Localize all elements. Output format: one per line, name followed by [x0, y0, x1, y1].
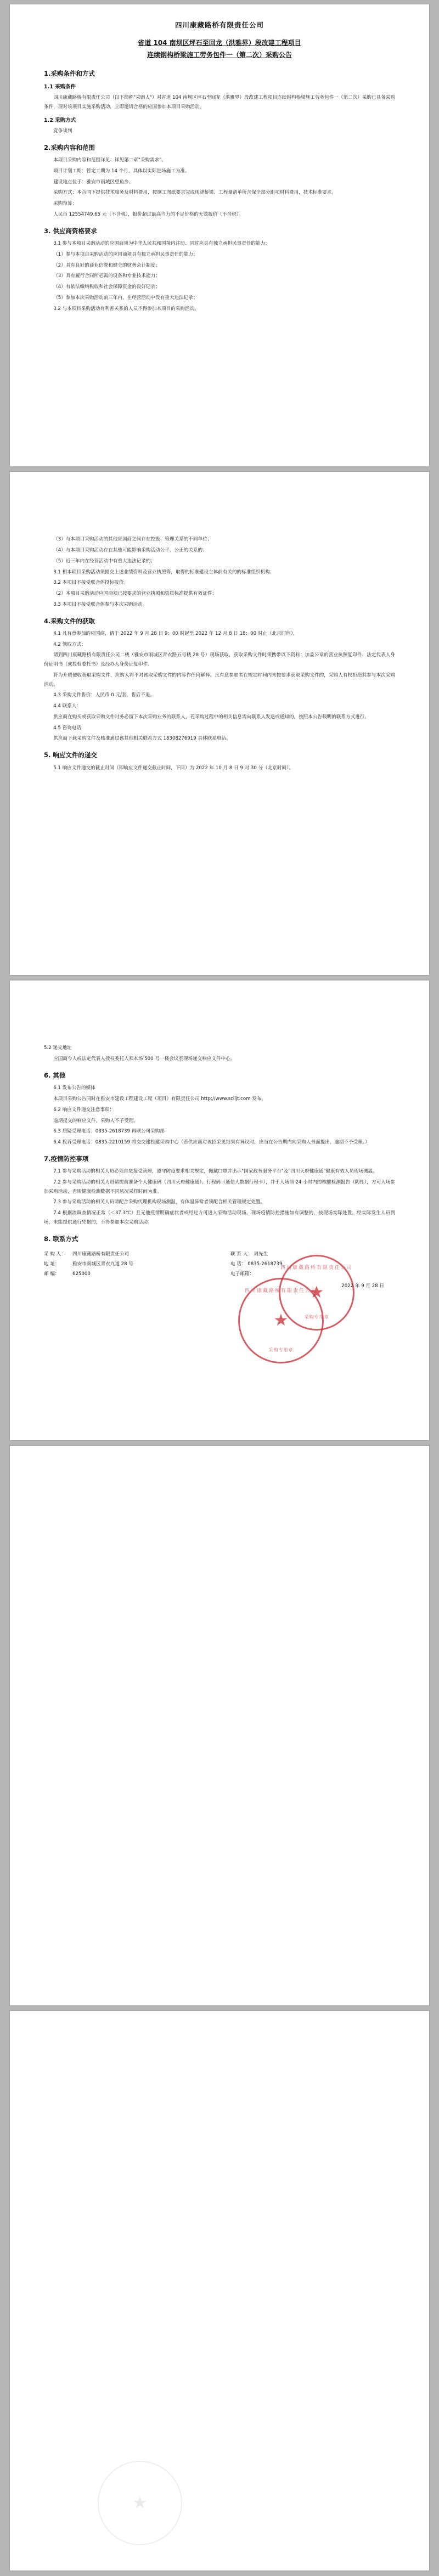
paragraph-p2-1: （3）与本项目采购活动的其他应国商之间存在控股、管理关系的不同单位；	[53, 537, 212, 543]
paragraph-p2-6: （2）本项目采购活动应国商须已按要求的营业执照和资质标准提供有效证件；	[53, 591, 217, 597]
seal2-star-icon: ★	[273, 1311, 289, 1331]
paragraph-4-8: 4.5 咨询电话	[53, 725, 81, 731]
paragraph-6-1: 6.1 发布公告的媒体	[53, 1085, 95, 1091]
paragraph-p2-4: 3.1 相本项目采购活动须提交上述业绩资料及营业执照等，取得的标准建设主体前有关的的标准组织机构；	[53, 569, 275, 575]
seal-bottom-text: 采购专用章	[304, 1315, 329, 1320]
paragraph-3-7: 3.2 与本项目采购活动有利害关系的人员不得参加本项目的采购活动。	[53, 306, 199, 312]
issue-date: 2022 年 9 月 28 日	[341, 1283, 384, 1289]
paragraph-6-6: 6.4 投诉受理电话：0835-2210159 将交交建投建采购中心（若供应商对该招采见结果有异议时，应当在公告期内向采购人书面提出，逾期不予受理。）	[53, 1140, 370, 1145]
contact-value-buyer: 四川康藏路桥有限责任公司	[72, 1252, 130, 1258]
doc-title-line-2: 连续钢构桥梁施工劳务包件一（第二次）采购公告	[147, 51, 292, 59]
contact-label-postcode: 邮 编：	[44, 1271, 60, 1277]
faint-seal-star-icon: ★	[132, 2493, 148, 2513]
paragraph-6-3: 6.2 响应文件递交注意事项：	[53, 1107, 115, 1113]
seal2-bottom-text: 采购专用章	[268, 1348, 294, 1353]
contact-right-0	[230, 1249, 395, 1259]
paragraph-7-3: 7.3 参与采购活动的相关人员请配合采购代理机构现场测温，有体温异常者须配合相关管理规定处置。	[53, 1199, 266, 1205]
section-heading-8: 8. 联系方式	[44, 1235, 78, 1243]
company-name: 四川康藏路桥有限责任公司	[175, 21, 264, 29]
paragraph-6-5: 6.3 质疑受理电话：0835-2618739 再联公司采购部	[53, 1129, 165, 1135]
paragraph-4-3: 请到四川康藏路桥有限责任公司二楼（雅安市雨城区青衣路五号楼 28 号）现场获取，获取采购文件时须携带以下资料：加盖公章的营业执照复印件、法定代表人身份证明书（或授权委托书）及经办人身份证复印件。	[44, 652, 395, 668]
paragraph-6-2: 本项目采购公告同时在雅安市建设工程建设工程（项目）有限责任公司 http://www.sclljt.com 发布。	[53, 1096, 267, 1102]
contact-row	[44, 1269, 395, 1279]
paragraph-5-1: 5.1 响应文件递交的截止时间（即响应文件递交截止时间，下同）为 2022 年 10 月 8 日 9 时 30 分（北京时间）。	[53, 765, 294, 771]
paragraph-1-1: 四川康藏路桥有限责任公司（以下简称"采购人"）对省道 104 南坝区坪石至回龙（洪雅界）段改建工程项目连续钢构桥梁施工劳务包件一（第二次）采购已具备采购条件，现对该项目实施采购活动，立即邀请合格的应国参加本项目采购活动。	[44, 95, 395, 110]
paragraph-2-5: 采购预算：	[53, 201, 77, 207]
paragraph-4-7: 供应商在购买或获取采购文件时务必留下本次采购业务的联系人，若采购过程中的相关信息需向联系人发送或通知的，按照本公告载明的联系方式进行。	[53, 714, 369, 720]
contact-value-postcode: 625000	[72, 1271, 91, 1277]
paragraph-2-1: 本项目采购内容和范围详见：详见第二章"采购需求"。	[53, 157, 166, 164]
paragraph-3-3: （2）具有良好的商业信誉和健全的财务会计制度；	[53, 262, 160, 268]
contact-right-2	[230, 1269, 395, 1279]
section-heading-6: 6. 其他	[44, 1071, 66, 1079]
contact-row	[44, 1259, 395, 1269]
subheading-1-1: 1.1 采购条件	[44, 84, 76, 91]
section-heading-4: 4.采购文件的获取	[44, 617, 95, 625]
section-heading-1: 1.采购条件和方式	[44, 69, 95, 77]
document-page-3	[10, 980, 429, 1440]
section-heading-2: 2.采购内容和范围	[44, 143, 95, 151]
paragraph-3-5: （4）有依法缴纳税收和社会保障资金的良好记录；	[53, 284, 160, 290]
doc-title-line-1: 省道 104 南坝区坪石至回龙（洪雅界）段改建工程项目	[138, 39, 301, 47]
document-page-4	[10, 1446, 429, 2005]
paragraph-2-4: 采购方式：本合同下提供技术服务及材料费用，按施工图纸要求完成现浇桥梁、工程量清单所含保全部分组项材料费用，技术标准要求。	[53, 190, 336, 196]
paragraph-7-1: 7.1 参与采购活动的相关人员必须自觉接受管理，遵守防疫要求相关规定，佩戴口罩并出示"国家政务服务平台"及"四川天府健康通"健康有效人员现场测温。	[53, 1169, 378, 1175]
seal-top-text: 四川康藏路桥有限责任公司	[280, 1265, 353, 1271]
contact-label-email: 电子邮箱：	[230, 1271, 254, 1277]
paragraph-7-2: 7.2 参与采购活动的相关人员请提前准备个人健康码（四川天府健康通）、行程码（通信大数据行程卡），并于入场前 24 小时内的核酸检测报告（阴性），方可入场参加采购活动，否则健康检测数据不同风况采样时间为准。	[44, 1179, 395, 1194]
document-page-2	[10, 472, 429, 975]
contact-label-phone: 电 话：	[230, 1261, 246, 1267]
paragraph-1-2: 竞争谈判	[53, 128, 72, 134]
paragraph-p3-1: 5.2 递交地址	[44, 1045, 72, 1051]
section-heading-5: 5. 响应文件的递交	[44, 751, 97, 759]
paragraph-2-2: 项目计划工期：暂定工期为 14 个月，具体以实际进场施工为准。	[53, 168, 190, 174]
paragraph-4-1: 4.1 凡有意参加的应国商，请于 2022 年 9 月 28 日 9：00 时起至 2022 年 12 月 8 日 18：00 时止（北京时间），	[53, 630, 298, 636]
contact-value-address: 雅安市雨城区青衣九道 28 号	[72, 1261, 133, 1267]
paragraph-2-6: 人民币 12554749.65 元（不含税），报价超过最高当力的不足价格的无效报价（不含税）。	[53, 211, 244, 217]
document-page-1	[10, 4, 429, 466]
paragraph-2-3: 建设地点位于：雅安市雨城区望鱼乡。	[53, 179, 134, 185]
paragraph-p2-5: 3.2 本项目不接受联合体投标报价。	[53, 580, 128, 586]
paragraph-3-6: （5）参加本次采购活动前三年内，在经营活动中没有重大违法记录；	[53, 295, 198, 301]
contact-value-person: 周先生	[254, 1252, 268, 1258]
section-heading-7: 7.疫情防控事项	[44, 1154, 89, 1163]
contact-value-phone: 0835-2618739	[247, 1261, 283, 1267]
paragraph-3-4: （3）具有履行合同所必需的设备和专业技术能力；	[53, 273, 160, 279]
paragraph-3-1: 3.1 参与本项目采购活动的应国商须为中华人民共和国境内注册、同时应具有独立承担民事责任的能力：	[53, 241, 270, 247]
contact-label-person: 联 系 人：	[230, 1252, 252, 1258]
contact-row	[44, 1249, 395, 1259]
seal-star-icon: ★	[309, 1283, 324, 1303]
paragraph-4-4: 符为介质便收获取采购文件，应购人将不对该取采购文件的内容作任何解释。凡有意参加者在规定时间内未按要求获取采购文件的，采购人有权拒绝其参与本次采购活动。	[44, 672, 395, 687]
subheading-1-2: 1.2 采购方式	[44, 117, 76, 123]
paragraph-4-6: 4.4 联系人：	[53, 703, 81, 709]
paragraph-7-4: 7.4 根据流调查情况正常（＜37.3℃）且无他疫情明确症状者或经过方可进入采购活动现场。现场疫情防控措施如有调整的，按现场实际处置，经实际发生人员到场，未能提供通行凭据的，不得参加本次采购活动。	[44, 1210, 395, 1225]
paragraph-4-9: 供应商下载采购文件及核准通过该其他相关联系方式 18308276919 具体联系电话。	[53, 736, 231, 742]
paragraph-p2-3: （5）近三年内在经营活动中有重大违法记录的；	[53, 558, 156, 564]
paragraph-p3-2: 应国商今人或法定代表人授权委托人须本场 500 号一楼会议室现场递交响应文件中心。	[53, 1056, 235, 1062]
contact-label-address: 地 址：	[44, 1261, 60, 1267]
paragraph-6-4: 逾期提交的响应文件，采购人不予受理。	[53, 1118, 138, 1124]
document-page-5	[10, 2011, 429, 2571]
paragraph-4-5: 4.3 采购文件售价：人民币 0 元/套，售后不退。	[53, 692, 155, 698]
paragraph-4-2: 4.2 领取方式：	[53, 641, 86, 647]
paragraph-p2-2: （4）与本项目采购活动存在其他可能影响采购活动公平、公正的关系的；	[53, 548, 207, 554]
faint-seal-icon	[98, 2461, 182, 2545]
contact-label-buyer: 采 购 人：	[44, 1252, 66, 1258]
contact-right-1	[230, 1259, 395, 1269]
paragraph-3-2: （1）参与本项目采购活动的应国商须具有独立承担民事责任的能力；	[53, 251, 198, 257]
section-heading-3: 3. 供应商资格要求	[44, 227, 97, 235]
seal2-top-text: 四川康藏路桥有限责任公司	[244, 1288, 317, 1294]
paragraph-p2-7: 3.3 本项目不接受联合体参与本次采购活动。	[53, 601, 148, 607]
